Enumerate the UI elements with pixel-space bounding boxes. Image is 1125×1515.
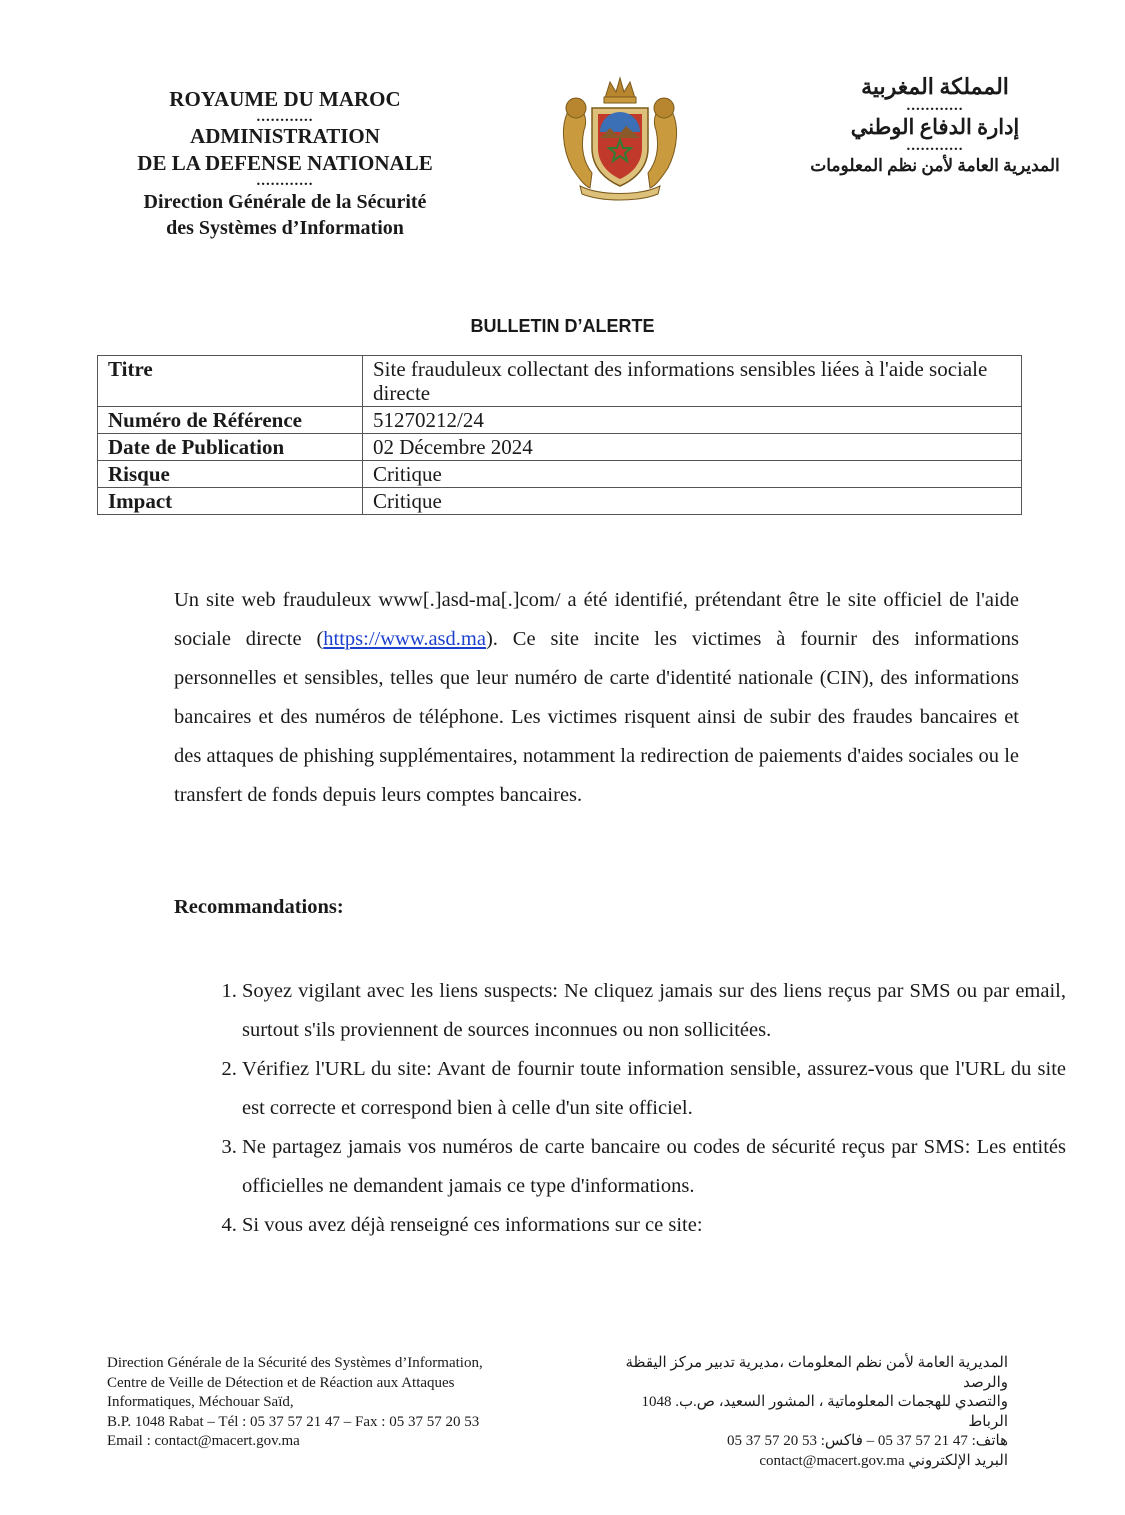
row-value: Critique bbox=[363, 488, 1022, 515]
row-value: 51270212/24 bbox=[363, 407, 1022, 434]
row-value: Critique bbox=[363, 461, 1022, 488]
direction-ar: المديرية العامة لأمن نظم المعلومات bbox=[810, 156, 1060, 175]
separator-dots: ............ bbox=[906, 98, 964, 114]
table-row bbox=[98, 434, 1022, 461]
list-item: 3. Ne partagez jamais vos numéros de carte bancaire ou codes de sécurité reçus par SMS: Les entités officielles ne demandent jamais ce type d'informations. bbox=[242, 1128, 1066, 1206]
header-arabic bbox=[790, 72, 1080, 180]
row-key: Impact bbox=[98, 488, 363, 515]
defense-fr: DE LA DEFENSE NATIONALE bbox=[137, 151, 433, 175]
coat-of-arms-icon bbox=[550, 68, 690, 208]
direction-fr: Direction Générale de la Sécurité des Systèmes d’Information bbox=[143, 191, 427, 239]
separator-dots: ............ bbox=[256, 173, 314, 189]
asd-link[interactable]: https://www.asd.ma bbox=[323, 628, 486, 650]
kingdom-ar: المملكة المغربية bbox=[861, 74, 1009, 99]
body-paragraph: Un site web frauduleux www[.]asd-ma[.]com/ a été identifié, prétendant être le site officiel de l'aide sociale directe (https://www.asd.ma). Ce site incite les victimes à fournir des informations personnelles et sensibles, telles que leur numéro de carte d'identité nationale (CIN), des informations bancaires et des numéros de téléphone. Les victimes risquent ainsi de subir des fraudes bancaires et des attaques de phishing supplémentaires, notamment la redirection de paiements d'aides sociales ou le transfert de fonds depuis leurs comptes bancaires. bbox=[174, 589, 1019, 806]
row-key: Risque bbox=[98, 461, 363, 488]
defense-ar: إدارة الدفاع الوطني bbox=[850, 115, 1020, 139]
separator-dots: ............ bbox=[256, 109, 314, 125]
list-item: 4. Si vous avez déjà renseigné ces informations sur ce site: bbox=[242, 1206, 1066, 1245]
table-row bbox=[98, 356, 1022, 407]
recommendations-list bbox=[195, 972, 1066, 1245]
row-key: Numéro de Référence bbox=[98, 407, 363, 434]
header-french bbox=[100, 86, 470, 241]
row-value: 02 Décembre 2024 bbox=[363, 434, 1022, 461]
row-value: Site frauduleux collectant des informations sensibles liées à l'aide sociale directe bbox=[363, 356, 1022, 407]
info-table bbox=[97, 355, 1022, 515]
row-key: Titre bbox=[98, 356, 363, 407]
kingdom-fr: ROYAUME DU MAROC bbox=[169, 87, 401, 111]
table-row bbox=[98, 488, 1022, 515]
list-item: 2. Vérifiez l'URL du site: Avant de fournir toute information sensible, assurez-vous que l'URL du site est correcte et correspond bien à celle d'un site officiel. bbox=[242, 1050, 1066, 1128]
table-row bbox=[98, 407, 1022, 434]
footer-french: Direction Générale de la Sécurité des Systèmes d’Information, Centre de Veille de Détection et de Réaction aux Attaques Informatiques, Méchouar Saïd, B.P. 1048 Rabat – Tél : 05 37 57 21 47 – Fax : 05 37 57 20 53 Email : contact@macert.gov.ma bbox=[107, 1355, 483, 1449]
list-item: 1. Soyez vigilant avec les liens suspects: Ne cliquez jamais sur des liens reçus par SMS ou par email, surtout s'ils proviennent de sources inconnues ou non sollicitées. bbox=[242, 972, 1066, 1050]
separator-dots: ............ bbox=[906, 138, 964, 154]
administration-fr: ADMINISTRATION bbox=[190, 124, 380, 148]
footer-arabic: المديرية العامة لأمن نظم المعلومات ،مديرية تدبير مركز اليقظة والرصد والتصدي للهجمات المعلوماتية ، المشور السعيد، ص.ب. 1048 الرباط هاتف: 47 21 57 37 05 – فاكس: 53 20 57 37 05 البريد الإلكتروني contact@macert.gov.ma bbox=[625, 1355, 1008, 1469]
row-key: Date de Publication bbox=[98, 434, 363, 461]
table-row bbox=[98, 461, 1022, 488]
recommendations-title: Recommandations: bbox=[174, 896, 344, 918]
bulletin-title: BULLETIN D’ALERTE bbox=[470, 316, 655, 336]
